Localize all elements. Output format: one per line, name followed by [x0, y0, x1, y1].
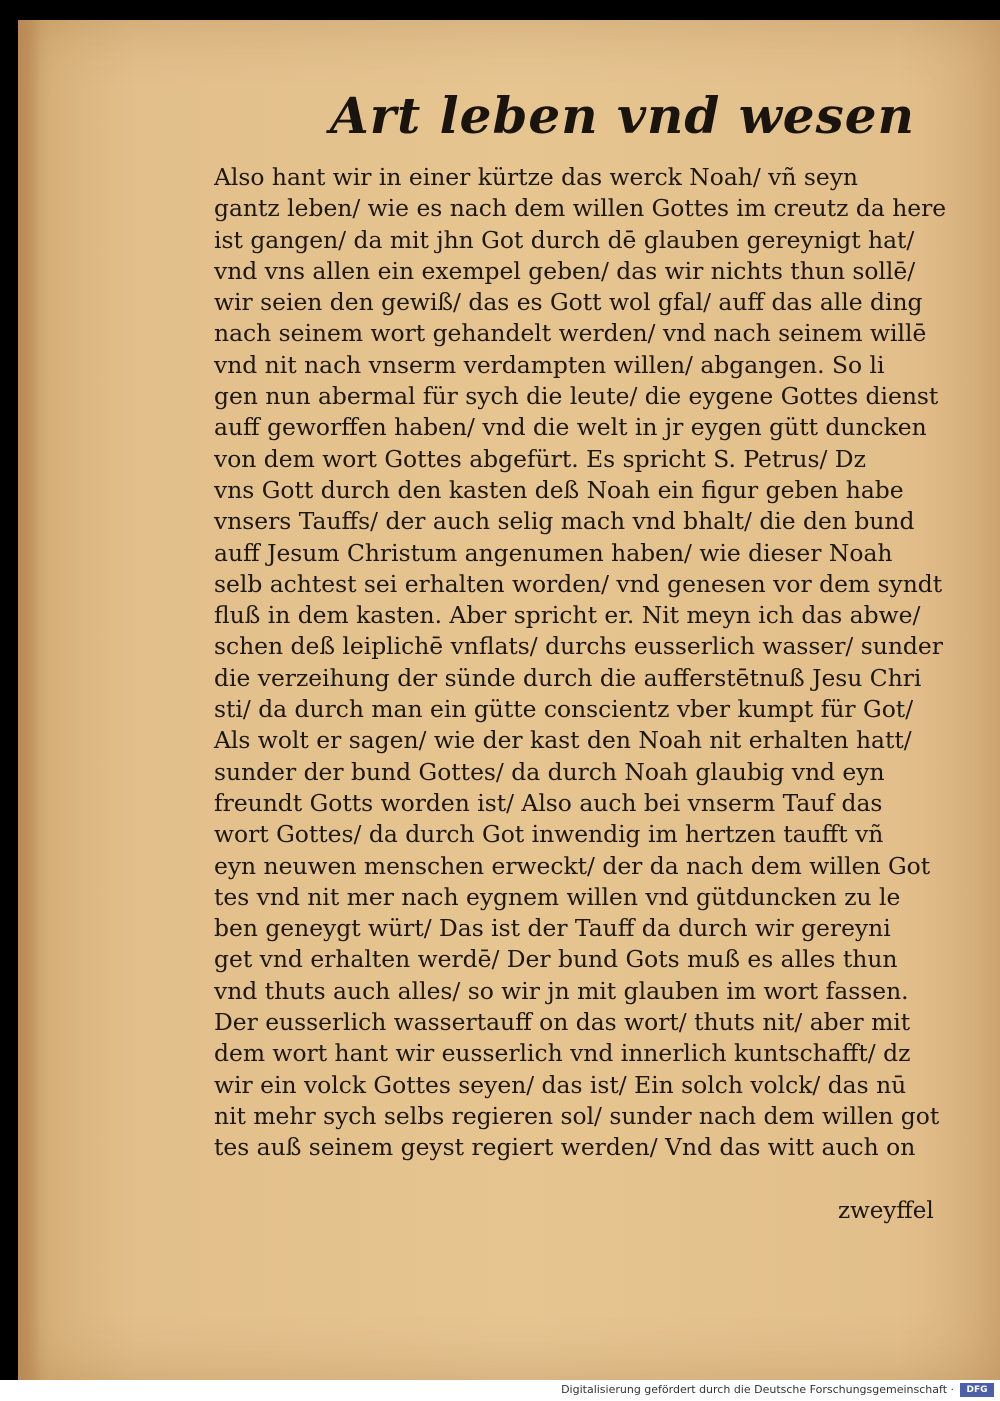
text-line: auff geworffen haben/ vnd die welt in jr eygen gütt duncken [214, 413, 927, 442]
text-line: tes vnd nit mer nach eygnem willen vnd gütduncken zu le [214, 882, 901, 911]
text-line: tes auß seinem geyst regiert werden/ Vnd das witt auch on [214, 1133, 916, 1162]
text-line: Also hant wir in einer kürtze das werck Noah/ vñ seyn [214, 163, 858, 191]
text-line: wort Gottes/ da durch Got inwendig im hertzen taufft vñ [214, 820, 884, 849]
text-line: ist gangen/ da mit jhn Got durch dē glauben gereynigt hat/ [214, 225, 915, 254]
dfg-logo: DFG [960, 1383, 994, 1397]
text-line: auff Jesum Christum angenumen haben/ wie dieser Noah [214, 538, 893, 567]
book-page [18, 20, 1000, 1380]
text-line: von dem wort Gottes abgefürt. Es spricht S. Petrus/ Dz [214, 444, 866, 473]
catchword: zweyffel [838, 1198, 934, 1224]
text-line: vns Gott durch den kasten deß Noah ein figur geben habe [214, 475, 904, 504]
text-line: wir ein volck Gottes seyen/ das ist/ Ein solch volck/ das nū [214, 1070, 907, 1099]
text-line: get vnd erhalten werdē/ Der bund Gots muß es alles thun [214, 945, 898, 974]
text-line: fluß in dem kasten. Aber spricht er. Nit meyn ich das abwe/ [214, 601, 921, 630]
text-line: sti/ da durch man ein gütte conscientz vber kumpt für Got/ [214, 695, 914, 724]
text-line: die verzeihung der sünde durch die aufferstētnuß Jesu Chri [214, 663, 922, 692]
text-line: nit mehr sych selbs regieren sol/ sunder nach dem willen got [214, 1101, 940, 1130]
footer-credit: Digitalisierung gefördert durch die Deutsche Forschungsgemeinschaft · [561, 1383, 954, 1396]
text-line: vnd vns allen ein exempel geben/ das wir nichts thun sollē/ [214, 256, 916, 285]
text-block [214, 162, 974, 1164]
text-line: gen nun abermal für sych die leute/ die eygene Gottes dienst [214, 382, 939, 411]
text-line: vnd thuts auch alles/ so wir jn mit glauben im wort fassen. [214, 976, 909, 1005]
text-line: dem wort hant wir eusserlich vnd innerlich kuntschafft/ dz [214, 1039, 911, 1068]
text-line: selb achtest sei erhalten worden/ vnd genesen vor dem syndt [214, 569, 943, 598]
text-line: Der eusserlich wassertauff on das wort/ thuts nit/ aber mit [214, 1008, 911, 1037]
page-heading: Art leben vnd wesen [330, 86, 915, 145]
text-line: vnsers Tauffs/ der auch selig mach vnd bhalt/ die den bund [214, 507, 915, 536]
text-line: ben geneygt würt/ Das ist der Tauff da durch wir gereyni [214, 914, 891, 943]
text-line: sunder der bund Gottes/ da durch Noah glaubig vnd eyn [214, 757, 885, 786]
text-line: freundt Gotts worden ist/ Also auch bei vnserm Tauf das [214, 788, 883, 817]
text-line: wir seien den gewiß/ das es Gott wol gfal/ auff das alle ding [214, 288, 923, 317]
text-line: Als wolt er sagen/ wie der kast den Noah nit erhalten hatt/ [214, 726, 912, 755]
text-line: gantz leben/ wie es nach dem willen Gottes im creutz da here [214, 194, 947, 223]
text-line: eyn neuwen menschen erweckt/ der da nach dem willen Got [214, 851, 931, 880]
text-line: vnd nit nach vnserm verdampten willen/ abgangen. So li [214, 350, 885, 379]
footer-bar [0, 1380, 1000, 1401]
text-line: schen deß leiplichē vnflats/ durchs eusserlich wasser/ sunder [214, 632, 943, 661]
text-line: nach seinem wort gehandelt werden/ vnd nach seinem willē [214, 319, 927, 348]
